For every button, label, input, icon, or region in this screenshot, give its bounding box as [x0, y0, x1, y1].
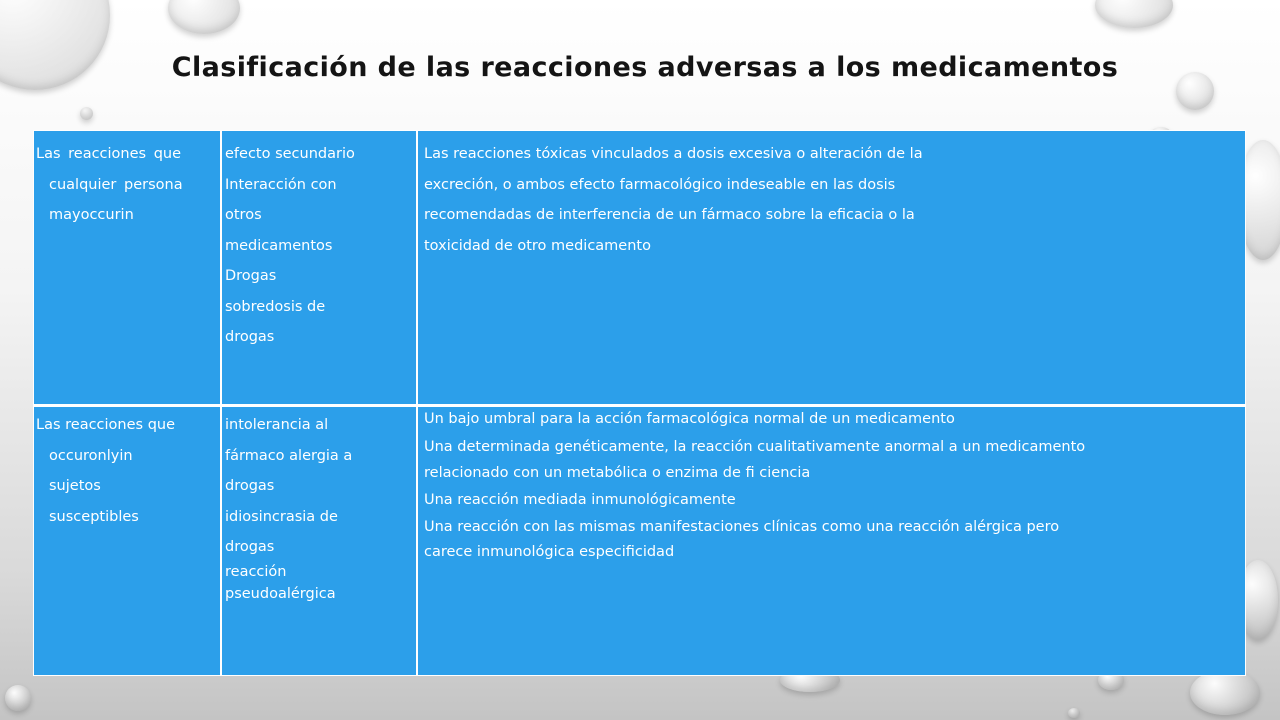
water-drop — [5, 685, 31, 711]
water-drop — [1068, 708, 1080, 718]
cell-line: reacción — [225, 563, 287, 580]
water-drop — [1190, 670, 1260, 715]
cell-line: relacionado con un metabólica o enzima de fi ciencia — [424, 464, 811, 481]
cell-line: carece inmunológica especificidad — [424, 544, 675, 561]
cell-line: susceptibles — [49, 508, 139, 525]
water-drop — [80, 107, 93, 120]
cell-line: recomendadas de interferencia de un fármaco sobre la eficacia o la — [424, 207, 915, 224]
cell-line: Drogas — [225, 268, 277, 284]
cell-line: drogas — [225, 329, 275, 345]
slide-title: Clasificación de las reacciones adversas a los medicamentos — [171, 52, 1119, 83]
column-divider — [220, 131, 222, 675]
cell-line: medicamentos — [225, 237, 333, 254]
cell-line: fármaco alergia a — [225, 447, 353, 464]
row1-col3-cell — [424, 139, 1234, 261]
cell-line: Un bajo umbral para la acción farmacológica normal de un medicamento — [424, 411, 955, 427]
water-drop — [1095, 0, 1173, 28]
row1-col1-cell — [36, 139, 218, 231]
cell-line: Las reacciones que — [36, 417, 176, 433]
cell-line: excreción, o ambos efecto farmacológico indeseable en las dosis — [424, 176, 896, 193]
cell-line: sobredosis de — [225, 298, 326, 315]
cell-line: sujetos — [49, 478, 101, 494]
column-divider — [416, 131, 418, 675]
cell-line: Las reacciones que — [36, 146, 182, 162]
row1-col2-cell — [225, 139, 413, 353]
cell-line: toxicidad de otro medicamento — [424, 237, 651, 254]
cell-line: Una reacción mediada inmunológicamente — [424, 491, 736, 508]
classification-table — [33, 130, 1246, 676]
cell-line: cualquier persona — [49, 176, 183, 193]
row2-col3-cell — [424, 405, 1239, 564]
cell-line: Una reacción con las mismas manifestaciones clínicas como una reacción alérgica pero — [424, 519, 1060, 536]
cell-line: otros — [225, 207, 262, 223]
row2-col1-cell — [36, 410, 218, 532]
row2-col2-cell — [225, 410, 413, 607]
cell-line: drogas — [225, 478, 275, 494]
cell-line: drogas — [225, 539, 275, 555]
cell-line: Interacción con — [225, 176, 337, 193]
cell-line: Las reacciones tóxicas vinculados a dosis excesiva o alteración de la — [424, 146, 923, 162]
cell-line: idiosincrasia de — [225, 508, 338, 525]
cell-line: Una determinada genéticamente, la reacción cualitativamente anormal a un medicamento — [424, 438, 1086, 455]
water-drop — [168, 0, 240, 34]
cell-line: intolerancia al — [225, 417, 329, 433]
cell-line: occuronlyin — [49, 447, 133, 464]
cell-line: pseudoalérgica — [225, 585, 336, 602]
cell-line: mayoccurin — [49, 207, 134, 223]
cell-line: efecto secundario — [225, 146, 355, 162]
